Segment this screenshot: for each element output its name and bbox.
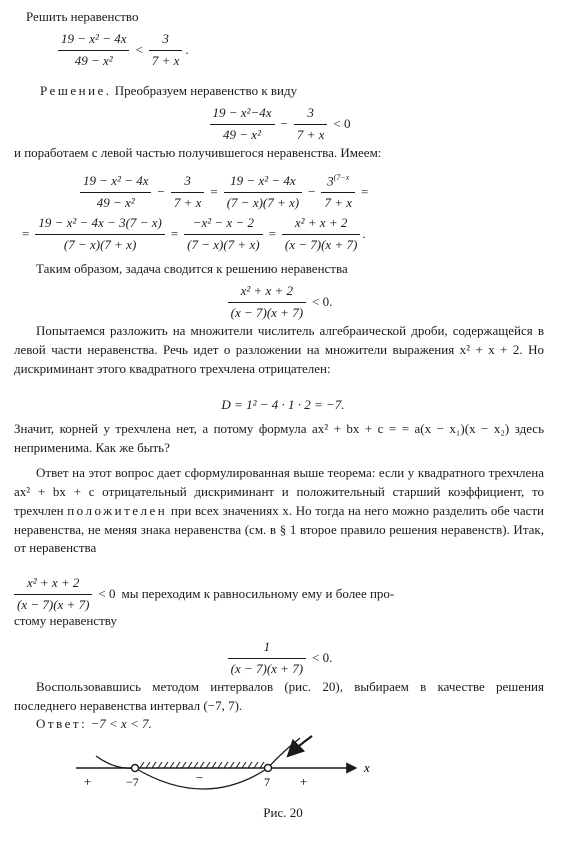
answer-label: Ответ: bbox=[36, 716, 88, 731]
equation-chain-2: = $\frac{\text{19 − x² − 4x − 3(7 − x)}}{(7 - x)(7 + x)}$ = $\frac{\text{−x² − x − 2}}{(7 - x)(7 + x)}$ = $\frac{\text{x² + x + 2}}{(x - 7)(x + 7)}$ . bbox=[22, 215, 366, 252]
interval-hatching bbox=[140, 762, 264, 768]
curve-arrow bbox=[288, 736, 312, 756]
reduce-text: Таким образом, задача сводится к решению неравенства bbox=[36, 261, 348, 276]
paragraph-factoring: Попытаемся разложить на множители числитель алгебраической дроби, содержащейся в левой части неравенства. Речь идет о разложении на множители выражения x² + x + 2. Но дискриминант этого квадратного трехчлена отрицателен: bbox=[14, 323, 544, 376]
sign-left: + bbox=[84, 774, 92, 789]
problem-inequality: $\frac{\text{19 − x² − 4x}}{\text{49 − x²}}$ < $\frac{3}{7 + x}$ . bbox=[58, 30, 195, 71]
paragraph-simpler: стому неравенству bbox=[14, 613, 117, 628]
final-inequality: $\frac{1}{(x - 7)(x + 7)}$ < 0. bbox=[0, 638, 566, 679]
answer-value: −7 < x < 7. bbox=[90, 716, 152, 731]
factor-superscript: (7−x bbox=[333, 173, 350, 182]
paragraph-theorem: Ответ на этот вопрос дает сформулированная выше теорема: если у квадратного трехчлена ax² + bx + c отрицательный дискриминант и положительный старший коэффициент, то трехчлен положителен при всех значениях x. Но тогда на него можно разделить обе части неравенства, не меняя знака неравенства (см. в § 1 второе правило решения неравенств). Итак, от неравенства bbox=[14, 465, 545, 556]
inequality-transition: $\frac{\text{x² + x + 2}}{(x - 7)(x + 7)}$ < 0 мы переходим к равносильному ему и более про- bbox=[14, 574, 394, 615]
fraction: $\frac{3}{7 + x}$ bbox=[149, 30, 183, 71]
sign-right: + bbox=[300, 774, 308, 789]
axis-label: x bbox=[364, 760, 370, 775]
problem-intro: Решить неравенство bbox=[26, 9, 139, 24]
open-point-left bbox=[132, 765, 139, 772]
solution-after: и поработаем с левой частью получившегося неравенства. Имеем: bbox=[14, 145, 382, 160]
point-label-right: 7 bbox=[264, 775, 270, 789]
figure-caption: Рис. 20 bbox=[263, 805, 303, 820]
fraction: $\frac{\text{19 − x² − 4x}}{\text{49 − x²}}$ bbox=[58, 30, 129, 71]
number-line-figure bbox=[0, 730, 566, 810]
solution-word: Решение. bbox=[40, 83, 112, 98]
sign-middle: − bbox=[196, 770, 204, 785]
reduced-inequality: $\frac{\text{x² + x + 2}}{(x - 7)(x + 7)}$ < 0. bbox=[0, 282, 566, 323]
discriminant-formula: D = 1² − 4 · 1 · 2 = −7. bbox=[221, 397, 345, 412]
open-point-right bbox=[265, 765, 272, 772]
equation-chain-1: $\frac{\text{19 − x² − 4x}}{\text{49 − x²}}$ − $\frac{3}{7 + x}$ = $\frac{\text{19 − x² − 4x}}{(7 - x)(7 + x)}$ − $\frac{3^{(7-x}}{7 + x}$ = bbox=[80, 172, 374, 213]
emphasized-word: положителен bbox=[67, 502, 168, 518]
paragraph-no-roots: Значит, корней у трехчлена нет, а потому формула ax² + bx + c = = a(x − x₁)(x − x₂) здесь неприменима. Как же быть? bbox=[14, 421, 544, 455]
point-label-left: −7 bbox=[126, 775, 139, 789]
solution-intro: Решение. Преобразуем неравенство к виду bbox=[40, 83, 298, 98]
paragraph-interval-method: Воспользовавшись методом интервалов (рис. 20), выбираем в качестве решения последнего неравенства интервал (−7, 7). bbox=[14, 679, 544, 713]
transformed-inequality: $\frac{\text{19 − x²−4x}}{\text{49 − x²}}$ − $\frac{3}{7 + x}$ < 0 bbox=[0, 104, 566, 145]
